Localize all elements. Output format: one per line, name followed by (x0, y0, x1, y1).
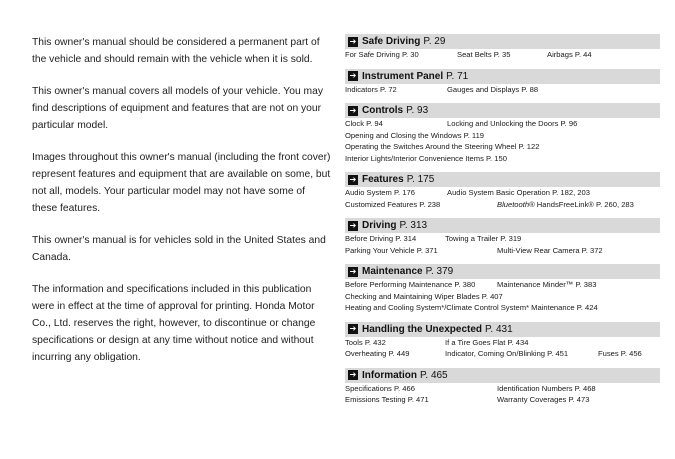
section-page[interactable]: P. 379 (425, 266, 454, 277)
toc-link[interactable]: Heating and Cooling System*/Climate Control System* Maintenance P. 424 (345, 303, 598, 312)
section-page[interactable]: P. 93 (406, 105, 429, 116)
section-title[interactable]: Features (362, 174, 404, 185)
toc-link[interactable]: Maintenance Minder™ P. 383 (497, 280, 597, 289)
section-page[interactable]: P. 71 (446, 70, 469, 82)
toc-link-rest: ® HandsFreeLink® P. 260, 283 (529, 199, 634, 209)
section-title[interactable]: Instrument Panel (362, 70, 444, 82)
section-page[interactable]: P. 29 (423, 36, 446, 47)
section-title[interactable]: Maintenance (362, 266, 423, 277)
intro-paragraph: The information and specifications included in this publication were in effect at the time of approval for printing. Honda Motor Co., Ltd. reserves the right, however, to discontinue or change specifications or design at any time without notice and without incurring any obligation. (32, 284, 316, 363)
toc-link[interactable] (497, 199, 634, 211)
section-header[interactable] (345, 172, 660, 187)
toc-link[interactable]: Gauges and Displays P. 88 (447, 84, 539, 94)
toc-link[interactable]: Identification Numbers P. 468 (497, 383, 596, 393)
toc-link[interactable]: Indicator, Coming On/Blinking P. 451 (445, 349, 569, 358)
toc-link[interactable]: Specifications P. 466 (345, 383, 415, 393)
toc-link[interactable]: Clock P. 94 (345, 119, 383, 128)
toc-link[interactable]: Tools P. 432 (345, 337, 386, 347)
intro-paragraph: Images throughout this owner's manual (including the front cover) represent features and equipment that are available on some, but not all, models. Your particular model may not have some of these features. (32, 152, 331, 214)
section-header[interactable] (345, 264, 660, 279)
toc-section-features (345, 172, 660, 210)
toc-link[interactable]: If a Tire Goes Flat P. 434 (445, 337, 529, 347)
arrow-right-icon: ➔ (349, 36, 357, 46)
table-of-contents (345, 34, 660, 414)
toc-link[interactable]: Towing a Trailer P. 319 (445, 234, 522, 243)
toc-section-controls (345, 103, 660, 164)
toc-link[interactable]: Interior Lights/Interior Convenience Items P. 150 (345, 153, 507, 163)
section-title[interactable]: Safe Driving (362, 36, 421, 47)
toc-link[interactable]: Multi-View Rear Camera P. 372 (497, 245, 603, 255)
toc-link-brand: Bluetooth (497, 199, 530, 209)
arrow-right-icon: ➔ (349, 105, 357, 115)
toc-link[interactable]: Opening and Closing the Windows P. 119 (345, 130, 485, 140)
section-title[interactable]: Controls (362, 105, 404, 116)
toc-link[interactable]: Overheating P. 449 (345, 349, 410, 358)
toc-link[interactable]: For Safe Driving P. 30 (345, 50, 419, 59)
section-page[interactable]: P. 431 (485, 323, 513, 335)
arrow-right-icon: ➔ (349, 71, 357, 80)
intro-text-column (32, 34, 332, 381)
arrow-right-icon: ➔ (349, 220, 357, 230)
toc-link[interactable]: Indicators P. 72 (345, 84, 397, 94)
toc-link[interactable]: Parking Your Vehicle P. 371 (345, 245, 438, 255)
toc-section-safe-driving (345, 34, 660, 61)
toc-link[interactable]: Fuses P. 456 (598, 349, 642, 358)
toc-link[interactable]: Checking and Maintaining Wiper Blades P. 407 (345, 291, 503, 301)
arrow-right-icon: ➔ (349, 266, 357, 276)
toc-link[interactable]: Before Performing Maintenance P. 380 (345, 280, 476, 289)
toc-link[interactable]: Customized Features P. 238 (345, 199, 441, 209)
toc-link[interactable]: Audio System Basic Operation P. 182, 203 (447, 188, 590, 197)
section-title[interactable]: Information (362, 369, 417, 381)
section-header[interactable] (345, 368, 660, 383)
section-header[interactable] (345, 34, 660, 49)
toc-link[interactable]: Operating the Switches Around the Steering Wheel P. 122 (345, 142, 540, 151)
section-header[interactable] (345, 103, 660, 118)
toc-link[interactable]: Emissions Testing P. 471 (345, 395, 429, 404)
section-title[interactable]: Handling the Unexpected (362, 323, 483, 335)
intro-paragraph: This owner's manual is for vehicles sold in the United States and Canada. (32, 235, 326, 263)
section-page[interactable]: P. 175 (406, 174, 435, 185)
section-header[interactable] (345, 322, 660, 337)
toc-section-maintenance (345, 264, 660, 314)
toc-section-information (345, 368, 660, 406)
toc-link[interactable]: Warranty Coverages P. 473 (497, 395, 590, 404)
toc-link[interactable]: Before Driving P. 314 (345, 234, 417, 243)
toc-link[interactable]: Seat Belts P. 35 (457, 50, 511, 59)
toc-section-driving (345, 218, 660, 256)
section-page[interactable]: P. 313 (399, 220, 428, 231)
arrow-right-icon: ➔ (349, 370, 357, 379)
arrow-right-icon: ➔ (349, 174, 357, 184)
toc-section-handling-the-unexpected (345, 322, 660, 360)
intro-paragraph: This owner's manual covers all models of your vehicle. You may find descriptions of equipment and features that are not on your particular model. (32, 86, 323, 131)
section-header[interactable] (345, 69, 660, 84)
arrow-right-icon: ➔ (349, 324, 357, 333)
toc-link[interactable]: Audio System P. 176 (345, 188, 415, 197)
intro-paragraph: This owner's manual should be considered a permanent part of the vehicle and should remain with the vehicle when it is sold. (32, 37, 320, 65)
toc-link[interactable]: Locking and Unlocking the Doors P. 96 (447, 119, 578, 128)
section-page[interactable]: P. 465 (420, 369, 448, 381)
toc-link[interactable]: Airbags P. 44 (547, 50, 592, 59)
section-header[interactable] (345, 218, 660, 233)
section-title[interactable]: Driving (362, 220, 397, 231)
toc-section-instrument-panel (345, 69, 660, 96)
